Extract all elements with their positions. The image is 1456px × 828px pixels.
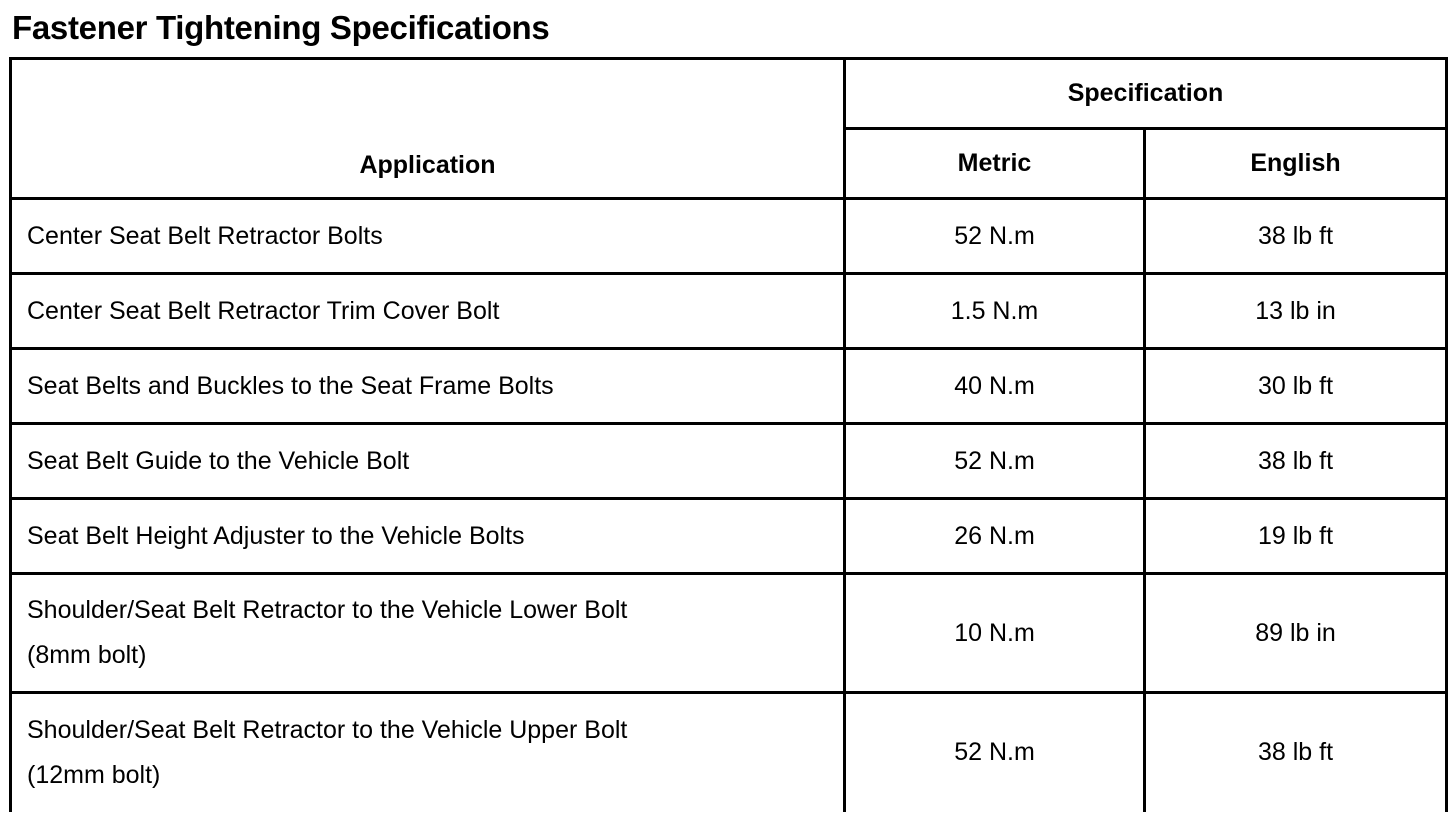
english-value: 30 lb ft [1145, 349, 1447, 424]
application-text: Seat Belt Height Adjuster to the Vehicle Bolts [27, 521, 525, 550]
english-value: 38 lb ft [1145, 424, 1447, 499]
application-cell [11, 199, 845, 274]
application-text: Center Seat Belt Retractor Bolts [27, 221, 383, 250]
application-text: Center Seat Belt Retractor Trim Cover Bolt [27, 296, 500, 325]
application-note: (8mm bolt) [27, 641, 147, 669]
metric-value: 26 N.m [845, 499, 1145, 574]
table-row [11, 274, 1447, 349]
fastener-spec-table [9, 57, 1448, 812]
table-header-row [11, 59, 1447, 129]
specification-column-header: Specification [845, 59, 1447, 129]
english-column-header: English [1145, 129, 1447, 199]
application-note: (12mm bolt) [27, 760, 161, 789]
application-cell [11, 349, 845, 424]
application-text: Seat Belts and Buckles to the Seat Frame Bolts [27, 371, 554, 400]
metric-column-header: Metric [845, 129, 1145, 199]
application-column-header: Application [11, 59, 845, 199]
page-title: Fastener Tightening Specifications [12, 9, 550, 46]
application-cell [11, 499, 845, 574]
metric-value: 10 N.m [845, 574, 1145, 693]
metric-value: 52 N.m [845, 424, 1145, 499]
table-row [11, 199, 1447, 274]
english-value: 38 lb ft [1145, 693, 1447, 812]
application-text: Seat Belt Guide to the Vehicle Bolt [27, 446, 410, 475]
application-text: Shoulder/Seat Belt Retractor to the Vehicle Lower Bolt [27, 596, 628, 624]
table-row [11, 499, 1447, 574]
application-cell [11, 574, 845, 693]
table-row [11, 574, 1447, 693]
table-row [11, 693, 1447, 812]
application-cell [11, 424, 845, 499]
application-text: Shoulder/Seat Belt Retractor to the Vehicle Upper Bolt [27, 715, 628, 744]
table-row [11, 424, 1447, 499]
table-row [11, 349, 1447, 424]
metric-value: 1.5 N.m [845, 274, 1145, 349]
application-cell [11, 693, 845, 812]
english-value: 38 lb ft [1145, 199, 1447, 274]
application-cell [11, 274, 845, 349]
english-value: 89 lb in [1145, 574, 1447, 693]
english-value: 19 lb ft [1145, 499, 1447, 574]
metric-value: 52 N.m [845, 693, 1145, 812]
english-value: 13 lb in [1145, 274, 1447, 349]
metric-value: 52 N.m [845, 199, 1145, 274]
metric-value: 40 N.m [845, 349, 1145, 424]
